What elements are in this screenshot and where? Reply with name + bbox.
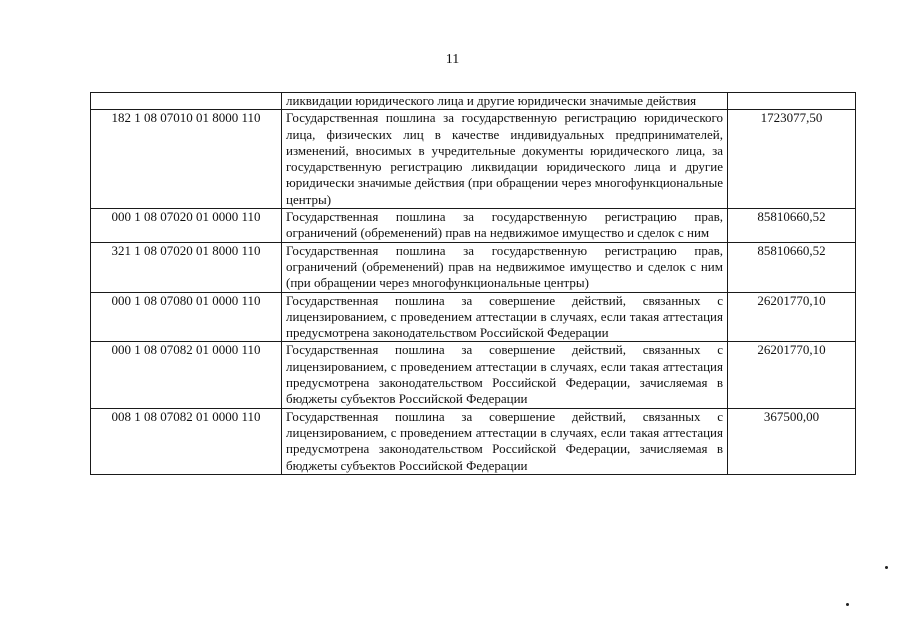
- revenue-code-cell: 321 1 08 07020 01 8000 110: [91, 242, 282, 292]
- amount-cell: [728, 93, 856, 110]
- revenue-code-cell: 000 1 08 07080 01 0000 110: [91, 292, 282, 342]
- page-number: 11: [445, 52, 460, 67]
- table-row: [91, 242, 856, 292]
- table-row: [91, 93, 856, 110]
- description-cell: Государственная пошлина за совершение действий, связанных с лицензированием, с проведением аттестации в случаях, если такая аттестация предусмотрена законодательством Российской Федерации: [282, 292, 728, 342]
- revenue-code-cell: 008 1 08 07082 01 0000 110: [91, 408, 282, 474]
- table-row: [91, 342, 856, 408]
- amount-cell: 367500,00: [728, 408, 856, 474]
- table-row: [91, 209, 856, 243]
- amount-cell: 26201770,10: [728, 292, 856, 342]
- amount-cell: 85810660,52: [728, 242, 856, 292]
- revenue-code-cell: 000 1 08 07020 01 0000 110: [91, 209, 282, 243]
- description-cell: Государственная пошлина за совершение действий, связанных с лицензированием, с проведением аттестации в случаях, если такая аттестация предусмотрена законодательством Российской Федерации, зачисляемая в бюджеты субъектов Российской Федерации: [282, 408, 728, 474]
- table-row: [91, 408, 856, 474]
- description-cell: Государственная пошлина за совершение действий, связанных с лицензированием, с проведением аттестации в случаях, если такая аттестация предусмотрена законодательством Российской Федерации, зачисляемая в бюджеты субъектов Российской Федерации: [282, 342, 728, 408]
- scan-speck: [846, 603, 849, 606]
- revenue-table: [90, 92, 856, 475]
- amount-cell: 1723077,50: [728, 110, 856, 209]
- revenue-code-cell: 000 1 08 07082 01 0000 110: [91, 342, 282, 408]
- description-cell: Государственная пошлина за государственную регистрацию юридического лица, физических лиц в качестве индивидуальных предпринимателей, изменений, вносимых в учредительные документы юридического лица, за государственную регистрацию ликвидации юридического лица и другие юридически значимые действия (при обращении через многофункциональные центры): [282, 110, 728, 209]
- table-row: [91, 292, 856, 342]
- amount-cell: 85810660,52: [728, 209, 856, 243]
- revenue-code-cell: [91, 93, 282, 110]
- revenue-code-cell: 182 1 08 07010 01 8000 110: [91, 110, 282, 209]
- scan-speck: [885, 566, 888, 569]
- description-cell: ликвидации юридического лица и другие юридически значимые действия: [282, 93, 728, 110]
- description-cell: Государственная пошлина за государственную регистрацию прав, ограничений (обременений) прав на недвижимое имущество и сделок с ним: [282, 209, 728, 243]
- description-cell: Государственная пошлина за государственную регистрацию прав, ограничений (обременений) прав на недвижимое имущество и сделок с ним (при обращении через многофункциональные центры): [282, 242, 728, 292]
- table-row: [91, 110, 856, 209]
- amount-cell: 26201770,10: [728, 342, 856, 408]
